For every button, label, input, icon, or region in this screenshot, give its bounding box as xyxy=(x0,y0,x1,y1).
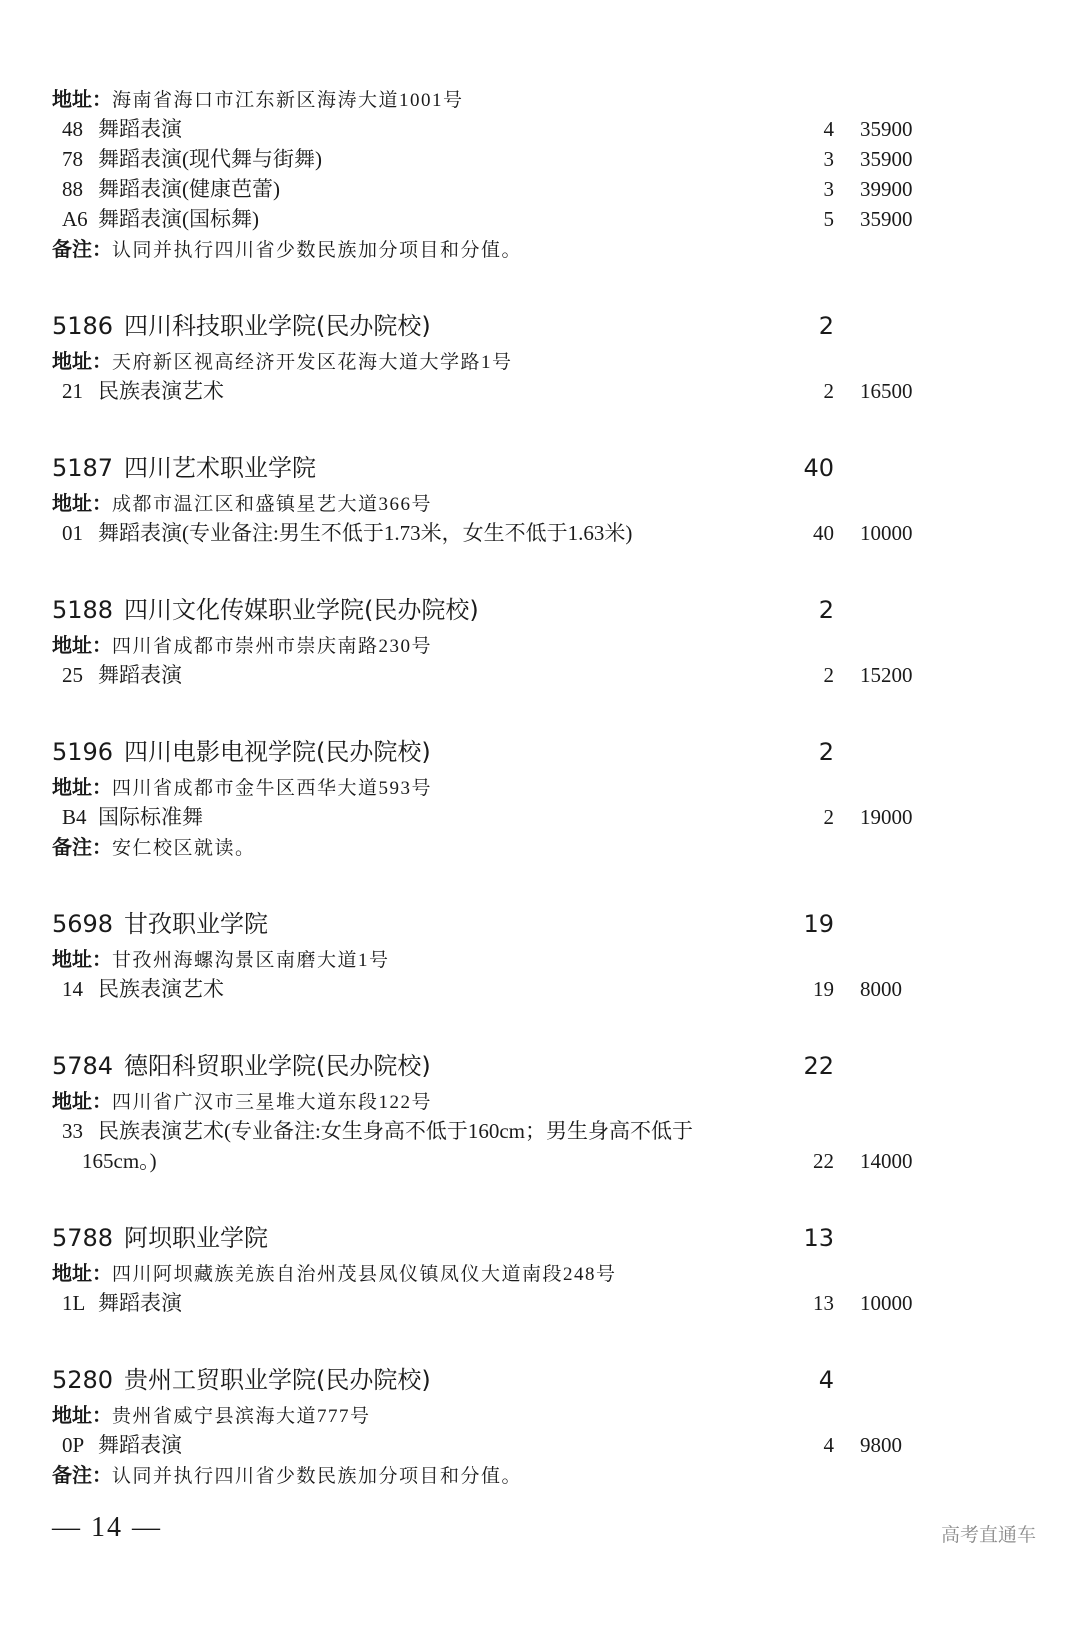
school-name: 德阳科贸职业学院(民办院校) xyxy=(124,1052,431,1080)
major-name: 民族表演艺术 xyxy=(98,379,224,403)
major-code: 48 xyxy=(62,117,83,141)
major-count: 3 xyxy=(823,147,834,171)
note-row xyxy=(52,234,1032,264)
major-row xyxy=(52,974,1032,1004)
major-code: 01 xyxy=(62,521,83,545)
school-total: 40 xyxy=(803,454,834,482)
major-code: 25 xyxy=(62,663,83,687)
note-text: 认同并执行四川省少数民族加分项目和分值。 xyxy=(112,240,523,261)
school-code: 5784 xyxy=(52,1052,114,1080)
address-label: 地址： xyxy=(52,947,112,971)
address-row xyxy=(52,84,1032,114)
school-name: 四川科技职业学院(民办院校) xyxy=(124,312,431,340)
major-count: 4 xyxy=(823,117,834,141)
major-count: 19 xyxy=(813,977,834,1001)
school-total: 19 xyxy=(803,910,834,938)
watermark-brand: 高考直通车 xyxy=(940,1524,1036,1546)
school-name: 四川文化传媒职业学院(民办院校) xyxy=(124,596,479,624)
school-block xyxy=(52,306,1032,406)
page-number: — 14 — xyxy=(52,1512,162,1543)
major-count: 22 xyxy=(813,1149,834,1173)
school-total: 2 xyxy=(818,596,834,624)
major-fee: 14000 xyxy=(860,1149,913,1173)
major-code: 88 xyxy=(62,177,83,201)
school-total: 2 xyxy=(818,738,834,766)
major-code: 33 xyxy=(62,1119,83,1143)
major-row xyxy=(52,1430,1032,1460)
major-row xyxy=(52,376,1032,406)
major-name: 舞蹈表演(现代舞与街舞) xyxy=(98,147,322,171)
school-header xyxy=(52,590,1032,630)
address-text: 海南省海口市江东新区海涛大道1001号 xyxy=(112,90,464,111)
school-block xyxy=(52,1360,1032,1490)
school-block xyxy=(52,448,1032,548)
top-block xyxy=(52,84,1032,264)
address-row xyxy=(52,772,1032,802)
note-row xyxy=(52,1460,1032,1490)
major-row xyxy=(52,144,1032,174)
school-name: 阿坝职业学院 xyxy=(124,1224,268,1252)
address-label: 地址： xyxy=(52,1403,112,1427)
major-code: 14 xyxy=(62,977,83,1001)
address-text: 四川省成都市金牛区西华大道593号 xyxy=(112,778,433,799)
major-count: 2 xyxy=(823,379,834,403)
address-row xyxy=(52,1086,1032,1116)
school-total: 22 xyxy=(803,1052,834,1080)
major-fee: 10000 xyxy=(860,1291,913,1315)
address-label: 地址： xyxy=(52,633,112,657)
major-row xyxy=(52,1116,1032,1176)
note-row xyxy=(52,832,1032,862)
address-text: 四川省广汉市三星堆大道东段122号 xyxy=(112,1092,433,1113)
school-code: 5196 xyxy=(52,738,114,766)
major-name: 舞蹈表演(健康芭蕾) xyxy=(98,177,280,201)
major-name: 舞蹈表演 xyxy=(98,663,182,687)
address-label: 地址： xyxy=(52,775,112,799)
school-block xyxy=(52,590,1032,690)
major-row xyxy=(52,660,1032,690)
major-count: 3 xyxy=(823,177,834,201)
school-header xyxy=(52,306,1032,346)
school-header xyxy=(52,1218,1032,1258)
major-name: 舞蹈表演 xyxy=(98,117,182,141)
address-text: 成都市温江区和盛镇星艺大道366号 xyxy=(112,494,433,515)
school-name: 四川电影电视学院(民办院校) xyxy=(124,738,431,766)
school-code: 5788 xyxy=(52,1224,114,1252)
school-header xyxy=(52,448,1032,488)
major-count: 2 xyxy=(823,805,834,829)
address-text: 甘孜州海螺沟景区南磨大道1号 xyxy=(112,950,390,971)
address-row xyxy=(52,1400,1032,1430)
address-label: 地址： xyxy=(52,349,112,373)
address-row xyxy=(52,488,1032,518)
major-code: 0P xyxy=(62,1433,85,1457)
major-fee: 39900 xyxy=(860,177,913,201)
major-row xyxy=(52,1288,1032,1318)
major-name-continued: 165cm。) xyxy=(82,1149,157,1173)
major-fee: 8000 xyxy=(860,977,902,1001)
address-row xyxy=(52,944,1032,974)
major-name: 舞蹈表演 xyxy=(98,1433,182,1457)
school-code: 5698 xyxy=(52,910,114,938)
major-code: B4 xyxy=(62,805,87,829)
school-code: 5188 xyxy=(52,596,114,624)
major-fee: 19000 xyxy=(860,805,913,829)
major-fee: 15200 xyxy=(860,663,913,687)
major-fee: 35900 xyxy=(860,147,913,171)
address-row xyxy=(52,346,1032,376)
major-fee: 9800 xyxy=(860,1433,902,1457)
major-count: 40 xyxy=(813,521,834,545)
major-code: 1L xyxy=(62,1291,86,1315)
major-code: 78 xyxy=(62,147,83,171)
note-label: 备注： xyxy=(52,237,112,261)
school-header xyxy=(52,904,1032,944)
school-code: 5187 xyxy=(52,454,114,482)
school-code: 5280 xyxy=(52,1366,114,1394)
address-row xyxy=(52,1258,1032,1288)
address-label: 地址： xyxy=(52,1261,112,1285)
address-text: 天府新区视高经济开发区花海大道大学路1号 xyxy=(112,352,513,373)
major-fee: 35900 xyxy=(860,207,913,231)
major-code: 21 xyxy=(62,379,83,403)
major-fee: 10000 xyxy=(860,521,913,545)
major-row xyxy=(52,518,1032,548)
school-total: 13 xyxy=(803,1224,834,1252)
address-label: 地址： xyxy=(52,491,112,515)
major-fee: 35900 xyxy=(860,117,913,141)
address-text: 贵州省威宁县滨海大道777号 xyxy=(112,1406,371,1427)
major-name: 民族表演艺术 xyxy=(98,977,224,1001)
major-name: 民族表演艺术(专业备注:女生身高不低于160cm；男生身高不低于 xyxy=(98,1119,693,1143)
major-name: 舞蹈表演(专业备注:男生不低于1.73米，女生不低于1.63米) xyxy=(98,521,633,545)
school-block xyxy=(52,904,1032,1004)
school-total: 2 xyxy=(818,312,834,340)
note-label: 备注： xyxy=(52,835,112,859)
school-block xyxy=(52,1046,1032,1176)
major-count: 5 xyxy=(823,207,834,231)
major-count: 13 xyxy=(813,1291,834,1315)
major-code: A6 xyxy=(62,207,88,231)
address-row xyxy=(52,630,1032,660)
school-name: 四川艺术职业学院 xyxy=(124,454,316,482)
school-code: 5186 xyxy=(52,312,114,340)
address-text: 四川省成都市崇州市崇庆南路230号 xyxy=(112,636,433,657)
major-count: 2 xyxy=(823,663,834,687)
school-block xyxy=(52,1218,1032,1318)
school-name: 甘孜职业学院 xyxy=(124,910,268,938)
school-header xyxy=(52,1046,1032,1086)
school-total: 4 xyxy=(818,1366,834,1394)
school-block xyxy=(52,732,1032,862)
note-text: 认同并执行四川省少数民族加分项目和分值。 xyxy=(112,1466,523,1487)
major-row xyxy=(52,802,1032,832)
major-row xyxy=(52,114,1032,144)
major-name: 国际标准舞 xyxy=(98,805,203,829)
major-name: 舞蹈表演(国标舞) xyxy=(98,207,259,231)
major-fee: 16500 xyxy=(860,379,913,403)
address-text: 四川阿坝藏族羌族自治州茂县凤仪镇凤仪大道南段248号 xyxy=(112,1264,617,1285)
address-label: 地址： xyxy=(52,87,112,111)
major-row xyxy=(52,204,1032,234)
note-label: 备注： xyxy=(52,1463,112,1487)
school-header xyxy=(52,1360,1032,1400)
major-count: 4 xyxy=(823,1433,834,1457)
school-header xyxy=(52,732,1032,772)
school-name: 贵州工贸职业学院(民办院校) xyxy=(124,1366,431,1394)
note-text: 安仁校区就读。 xyxy=(112,838,256,859)
major-row xyxy=(52,174,1032,204)
document-body xyxy=(52,84,1032,1490)
major-name: 舞蹈表演 xyxy=(98,1291,182,1315)
address-label: 地址： xyxy=(52,1089,112,1113)
